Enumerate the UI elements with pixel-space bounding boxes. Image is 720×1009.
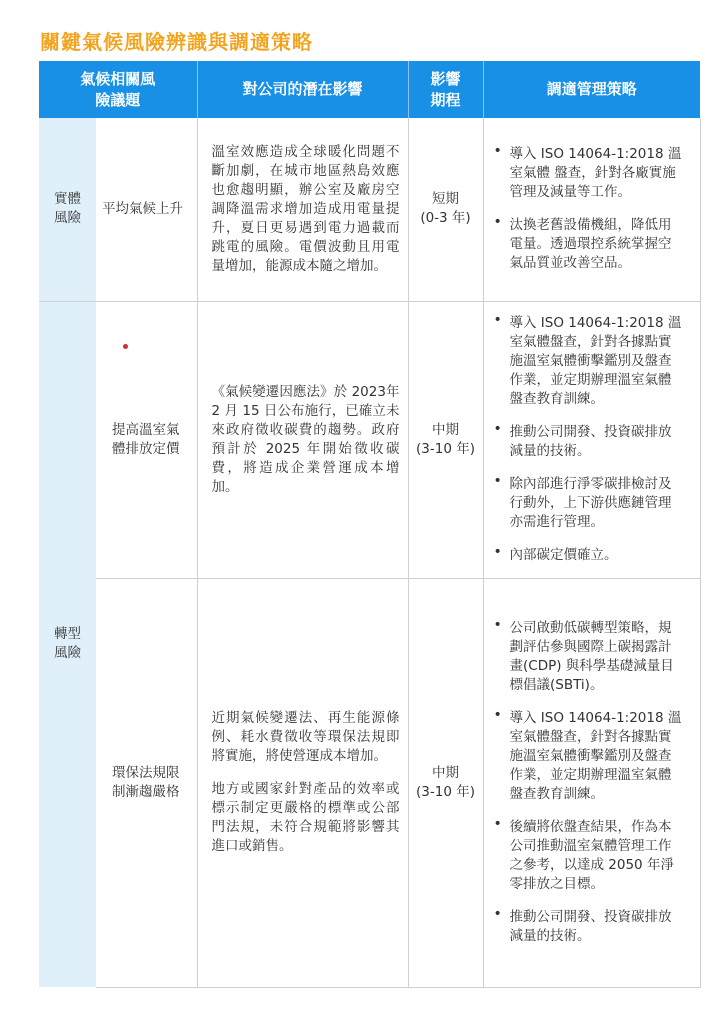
table-row: [39, 578, 700, 987]
term-label: 中期: [432, 421, 459, 438]
list-item: [492, 475, 682, 532]
strategy-cell: [483, 118, 700, 301]
table-row: [39, 301, 700, 578]
strategy-text: 導入 ISO 14064-1:2018 溫室氣體盤查，針對各據點實施溫室氣體衝擊鑑別及盤查作業，並定期辦理溫室氣體盤查教育訓練。: [509, 710, 682, 802]
impact-text: 溫室效應造成全球暖化問題不斷加劇，在城市地區熱島效應也愈趨明顯，辦公室及廠房空調降溫需求增加造成用電量提升，夏日更易遇到電力過載而跳電的風險。電價波動且用電量增加，能源成本隨之增加。: [211, 143, 400, 274]
term-label: 短期: [432, 191, 459, 208]
table-body: [39, 118, 700, 987]
header-issue-label: 氣候相關風險議題: [80, 69, 156, 109]
bullet-icon: •: [493, 617, 502, 633]
strategy-list: [492, 314, 682, 565]
strategy-list: [492, 145, 682, 273]
impact-cell: [197, 301, 408, 578]
table-header-row: [39, 61, 700, 118]
table-row: [39, 118, 700, 301]
list-item: [492, 216, 682, 273]
strategy-text: 除內部進行淨零碳排檢討及行動外，上下游供應鏈管理亦需進行管理。: [509, 476, 672, 530]
strategy-text: 公司啟動低碳轉型策略，規劃評估參與國際上碳揭露計畫(CDP) 與科學基礎減量目標倡議(SBTi)。: [509, 620, 674, 693]
strategy-text: 內部碳定價確立。: [509, 547, 618, 563]
bullet-icon: •: [493, 214, 502, 231]
impact-text: 地方或國家針對產品的效率或標示制定更嚴格的標準或公部門法規，未符合規範將影響其進口或銷售。: [211, 781, 400, 854]
list-item: [492, 908, 682, 946]
issue-cell: [96, 301, 197, 578]
strategy-text: 導入 ISO 14064-1:2018 溫室氣體盤查，針對各據點實施溫室氣體衝擊鑑別及盤查作業，並定期辦理溫室氣體盤查教育訓練。: [509, 315, 682, 407]
bullet-icon: •: [493, 707, 502, 723]
list-item: [492, 423, 682, 461]
strategy-list: [492, 619, 682, 946]
list-item: [492, 619, 682, 695]
category-physical: [39, 118, 96, 301]
category-transition-label: 轉型風險: [54, 626, 81, 662]
list-item: [492, 314, 682, 409]
category-physical-label: 實體風險: [54, 191, 81, 227]
issue-text: 提高溫室氣體排放定價: [112, 421, 180, 457]
strategy-text: 推動公司開發、投資碳排放減量的技術。: [509, 424, 672, 459]
bullet-icon: •: [493, 143, 502, 160]
impact-text: 《氣候變遷因應法》於 2023年 2 月 15 日公布施行，已確立未來政府徵收碳費的趨勢。政府預計於 2025 年開始徵收碳費，將造成企業營運成本增加。: [211, 383, 400, 495]
bullet-icon: •: [493, 906, 502, 922]
term-range: (0-3 年): [420, 210, 471, 227]
risk-table: [39, 61, 701, 988]
header-issue: [39, 61, 197, 118]
category-transition: [39, 301, 96, 987]
term-cell: [408, 118, 483, 301]
bullet-icon: •: [493, 544, 502, 560]
header-term: [408, 61, 483, 118]
term-cell: [408, 578, 483, 987]
strategy-text: 汰換老舊設備機組，降低用電量。透過環控系統掌握空氣品質並改善空品。: [509, 217, 672, 272]
term-range: (3-10 年): [416, 783, 475, 800]
impact-cell: [197, 118, 408, 301]
header-strategy: 調適管理策略: [483, 61, 700, 118]
strategy-text: 導入 ISO 14064-1:2018 溫室氣體 盤查，針對各廠實施管理及減量等工作。: [509, 146, 682, 201]
issue-text: 環保法規限制漸趨嚴格: [112, 764, 180, 800]
impact-cell: [197, 578, 408, 987]
list-item: [492, 709, 682, 804]
strategy-cell: [483, 578, 700, 987]
list-item: [492, 145, 682, 202]
strategy-text: 推動公司開發、投資碳排放減量的技術。: [509, 909, 672, 944]
header-term-label: 影響期程: [430, 69, 461, 109]
term-label: 中期: [432, 764, 459, 781]
list-item: [492, 546, 682, 565]
term-cell: [408, 301, 483, 578]
bullet-icon: •: [493, 473, 502, 489]
header-impact: 對公司的潛在影響: [197, 61, 408, 118]
bullet-icon: •: [493, 421, 502, 437]
impact-text: 近期氣候變遷法、再生能源條例、耗水費徵收等環保法規即將實施，將使營運成本增加。: [211, 710, 400, 764]
page-title: 關鍵氣候風險辨識與調適策略: [40, 30, 313, 54]
issue-cell: [96, 578, 197, 987]
issue-cell: 平均氣候上升: [96, 118, 197, 301]
bullet-icon: •: [493, 816, 502, 832]
strategy-text: 後續將依盤查結果，作為本公司推動溫室氣體管理工作之參考，以達成 2050 年淨零排放之目標。: [509, 819, 674, 892]
bullet-icon: •: [493, 312, 502, 328]
list-item: [492, 818, 682, 894]
strategy-cell: [483, 301, 700, 578]
term-range: (3-10 年): [416, 440, 475, 457]
red-dot-mark: [123, 344, 128, 349]
